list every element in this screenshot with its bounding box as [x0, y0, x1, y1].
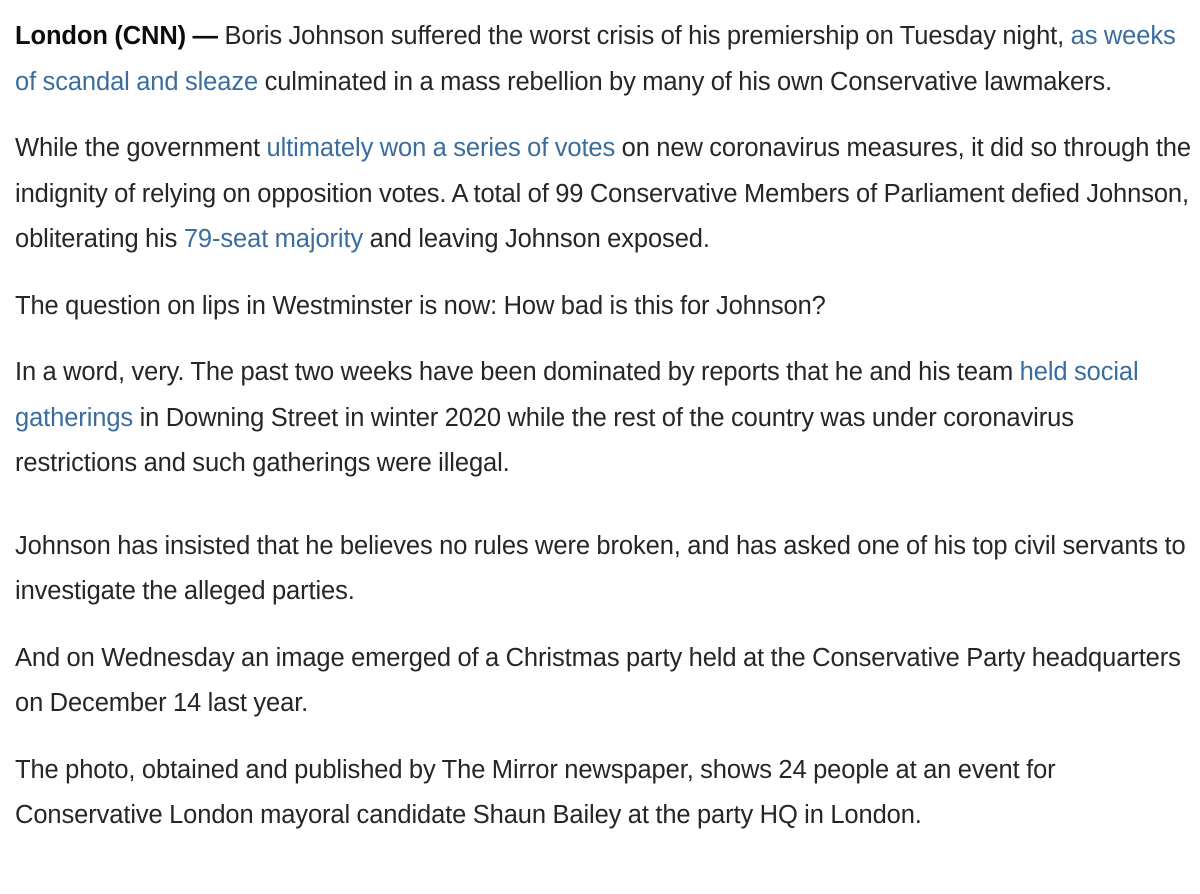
link-social-gatherings[interactable]: held social gatherings [15, 358, 1139, 432]
paragraph-lede [15, 14, 1193, 105]
paragraph-text: And on Wednesday an image emerged of a Christmas party held at the Conservative Party headquarters on December 14 last year. [15, 643, 1181, 717]
paragraph-gatherings [15, 350, 1193, 487]
article-body [15, 14, 1193, 839]
link-scandal-and-sleaze[interactable]: as weeks of scandal and sleaze [15, 22, 1176, 96]
paragraph-text: culminated in a mass rebellion by many of his own Conservative lawmakers. [258, 67, 1113, 96]
paragraph-question [15, 284, 1193, 330]
paragraph-investigation [15, 524, 1193, 615]
paragraph-text: Boris Johnson suffered the worst crisis of his premiership on Tuesday night, [217, 22, 1071, 50]
paragraph-text: The photo, obtained and published by The Mirror newspaper, shows 24 people at an event for Conservative London mayoral candidate Shaun Bailey at the party HQ in London. [15, 755, 1056, 829]
paragraph-text: The question on lips in Westminster is now: How bad is this for Johnson? [15, 291, 826, 320]
link-series-of-votes[interactable]: ultimately won a series of votes [266, 134, 616, 162]
paragraph-votes [15, 126, 1193, 263]
paragraph-christmas-party [15, 636, 1193, 727]
dateline: London (CNN) — [15, 22, 218, 50]
paragraph-text: In a word, very. The past two weeks have been dominated by reports that he and his team [15, 358, 1020, 386]
paragraph-text: on new coronavirus measures, it did so through the indignity of relying on opposition votes. A total of 99 Conservative Members of Parliament defied Johnson, obliterating his [15, 134, 1191, 253]
paragraph-text: and leaving Johnson exposed. [363, 225, 710, 253]
paragraph-photo [15, 748, 1193, 839]
paragraph-text: Johnson has insisted that he believes no rules were broken, and has asked one of his top civil servants to investigate the alleged parties. [15, 531, 1186, 605]
link-seat-majority[interactable]: 79-seat majority [183, 225, 364, 253]
paragraph-text: in Downing Street in winter 2020 while the rest of the country was under coronavirus restrictions and such gatherings were illegal. [15, 403, 1074, 477]
paragraph-text: While the government [15, 134, 267, 162]
